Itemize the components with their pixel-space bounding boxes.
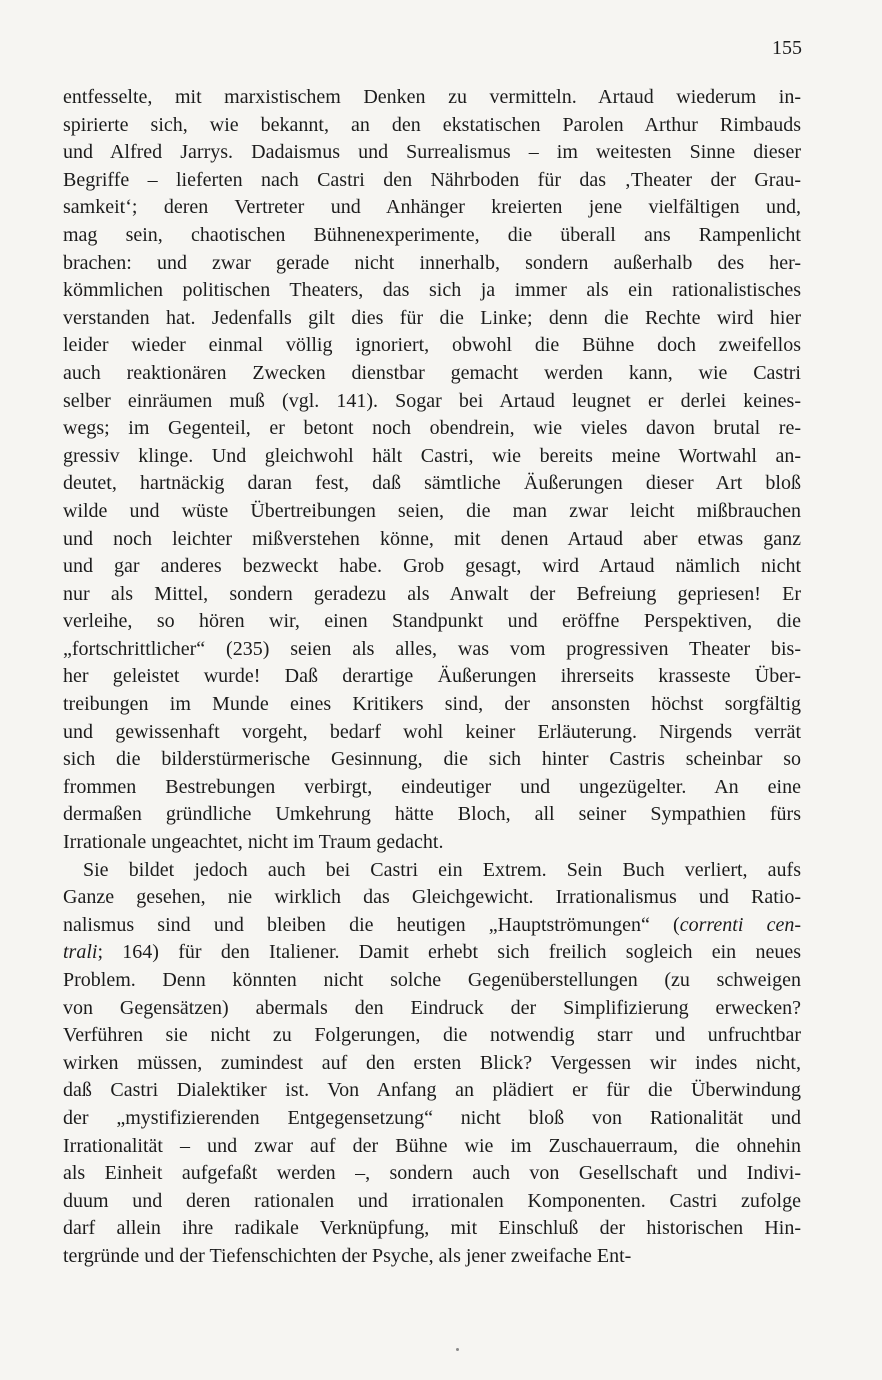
text-segment: auch reaktionären Zwecken dienstbar gemacht werden kann, wie Castri	[63, 361, 801, 384]
text-line	[63, 1077, 801, 1105]
text-segment: Verführen sie nicht zu Folgerungen, die notwendig starr und unfruchtbar	[63, 1024, 801, 1047]
text-segment: ; 164) für den Italiener. Damit erhebt sich freilich sogleich ein neues	[97, 941, 801, 964]
text-line	[63, 1133, 801, 1161]
text-segment: kömmlichen politischen Theaters, das sich ja immer als ein rationalistisches	[63, 279, 801, 302]
text-line	[63, 305, 801, 333]
text-line	[63, 967, 801, 995]
text-line	[63, 719, 801, 747]
text-line	[63, 498, 801, 526]
text-segment: und gewissenhaft vorgeht, bedarf wohl keiner Erläuterung. Nirgends verrät	[63, 720, 801, 743]
text-line	[63, 995, 801, 1023]
text-segment: leider wieder einmal völlig ignoriert, obwohl die Bühne doch zweifellos	[63, 334, 801, 357]
italic-text: correnti cen-	[679, 913, 801, 936]
text-line	[63, 746, 801, 774]
text-line	[63, 167, 801, 195]
text-segment: Irrationale ungeachtet, nicht im Traum gedacht.	[63, 831, 444, 854]
text-segment: verstanden hat. Jedenfalls gilt dies für die Linke; denn die Rechte wird hier	[63, 306, 801, 329]
text-line	[63, 774, 801, 802]
text-segment: Ganze gesehen, nie wirklich das Gleichgewicht. Irrationalismus und Ratio-	[63, 886, 801, 909]
text-line	[63, 222, 801, 250]
text-segment: frommen Bestrebungen verbirgt, eindeutiger und ungezügelter. An eine	[63, 775, 801, 798]
paper-speck	[456, 1348, 459, 1351]
text-segment: her geleistet wurde! Daß derartige Äußerungen ihrerseits krasseste Über-	[63, 665, 801, 688]
text-segment: daß Castri Dialektiker ist. Von Anfang an plädiert er für die Überwindung	[63, 1079, 801, 1102]
text-segment: wirken müssen, zumindest auf den ersten Blick? Vergessen wir indes nicht,	[63, 1051, 801, 1074]
text-segment: treibungen im Munde eines Kritikers sind, der ansonsten höchst sorgfältig	[63, 693, 801, 716]
text-line	[63, 553, 801, 581]
text-segment: gressiv klinge. Und gleichwohl hält Castri, wie bereits meine Wortwahl an-	[63, 444, 801, 467]
text-line	[63, 415, 801, 443]
text-segment: von Gegensätzen) abermals den Eindruck der Simplifizierung erwecken?	[63, 996, 801, 1019]
text-line	[63, 84, 801, 112]
text-line	[63, 332, 801, 360]
text-line	[63, 1160, 801, 1188]
text-segment: nur als Mittel, sondern geradezu als Anwalt der Befreiung gepriesen! Er	[63, 582, 801, 605]
text-segment: tergründe und der Tiefenschichten der Psyche, als jener zweifache Ent-	[63, 1244, 632, 1267]
text-segment: wegs; im Gegenteil, er betont noch obendrein, wie vieles davon brutal re-	[63, 417, 801, 440]
italic-text: trali	[63, 941, 98, 964]
text-segment: „fortschrittlicher“ (235) seien als alles, was vom progressiven Theater bis-	[63, 637, 801, 660]
text-segment: duum und deren rationalen und irrationalen Komponenten. Castri zufolge	[63, 1189, 801, 1212]
text-line	[63, 112, 801, 140]
text-segment: Begriffe – lieferten nach Castri den Nährboden für das ‚Theater der Grau-	[63, 168, 801, 191]
text-segment: verleihe, so hören wir, einen Standpunkt und eröffne Perspektiven, die	[63, 610, 801, 633]
text-segment: deutet, hartnäckig daran fest, daß sämtliche Äußerungen dieser Art bloß	[63, 472, 801, 495]
text-line	[63, 1022, 801, 1050]
text-segment: dermaßen gründliche Umkehrung hätte Bloch, all seiner Sympathien fürs	[63, 803, 801, 826]
text-line	[63, 1105, 801, 1133]
text-line	[63, 939, 801, 967]
text-segment: und Alfred Jarrys. Dadaismus und Surrealismus – im weitesten Sinne dieser	[63, 141, 801, 164]
text-line	[63, 636, 801, 664]
text-line	[63, 470, 801, 498]
text-line	[63, 912, 801, 940]
paragraph	[63, 857, 801, 1271]
page-number: 155	[772, 37, 802, 59]
text-line	[63, 443, 801, 471]
text-segment: Irrationalität – und zwar auf der Bühne wie im Zuschauerraum, die ohnehin	[63, 1134, 801, 1157]
text-line	[63, 608, 801, 636]
text-line	[63, 360, 801, 388]
text-segment: wilde und wüste Übertreibungen seien, die man zwar leicht mißbrauchen	[63, 499, 801, 522]
text-line	[63, 691, 801, 719]
text-line	[63, 581, 801, 609]
text-segment: darf allein ihre radikale Verknüpfung, mit Einschluß der historischen Hin-	[63, 1217, 801, 1240]
text-segment: sich die bilderstürmerische Gesinnung, die sich hinter Castris scheinbar so	[63, 748, 801, 771]
text-segment: Problem. Denn könnten nicht solche Gegenüberstellungen (zu schweigen	[63, 969, 801, 991]
text-line	[63, 857, 801, 885]
text-line	[63, 663, 801, 691]
text-line	[63, 884, 801, 912]
text-segment: brachen: und zwar gerade nicht innerhalb, sondern außerhalb des her-	[63, 251, 801, 274]
paragraph	[63, 84, 801, 857]
text-segment: spirierte sich, wie bekannt, an den ekstatischen Parolen Arthur Rimbauds	[63, 113, 801, 136]
text-line	[63, 250, 801, 278]
text-segment: und gar anderes bezweckt habe. Grob gesagt, wird Artaud nämlich nicht	[63, 555, 801, 578]
text-segment: mag sein, chaotischen Bühnenexperimente, die überall ans Rampenlicht	[63, 223, 801, 246]
text-line	[63, 1188, 801, 1216]
text-line	[63, 1243, 801, 1271]
text-line	[63, 526, 801, 554]
body-text	[63, 84, 801, 1271]
text-line	[63, 388, 801, 416]
text-segment: als Einheit aufgefaßt werden –, sondern auch von Gesellschaft und Indivi-	[63, 1162, 801, 1185]
text-line	[63, 801, 801, 829]
text-segment: der „mystifizierenden Entgegensetzung“ nicht bloß von Rationalität und	[63, 1106, 801, 1129]
text-segment: nalismus sind und bleiben die heutigen „Hauptströmungen“ (	[63, 913, 680, 936]
text-line	[63, 1050, 801, 1078]
text-segment: und noch leichter mißverstehen könne, mit denen Artaud aber etwas ganz	[63, 527, 801, 550]
text-segment: entfesselte, mit marxistischem Denken zu vermitteln. Artaud wiederum in-	[63, 86, 801, 108]
text-line	[63, 1215, 801, 1243]
text-segment: selber einräumen muß (vgl. 141). Sogar bei Artaud leugnet er derlei keines-	[63, 389, 801, 412]
text-line	[63, 277, 801, 305]
text-line	[63, 139, 801, 167]
text-line	[63, 829, 801, 857]
text-segment: Sie bildet jedoch auch bei Castri ein Extrem. Sein Buch verliert, aufs	[83, 858, 801, 881]
text-segment: samkeit‘; deren Vertreter und Anhänger kreierten jene vielfältigen und,	[63, 196, 801, 219]
text-line	[63, 194, 801, 222]
